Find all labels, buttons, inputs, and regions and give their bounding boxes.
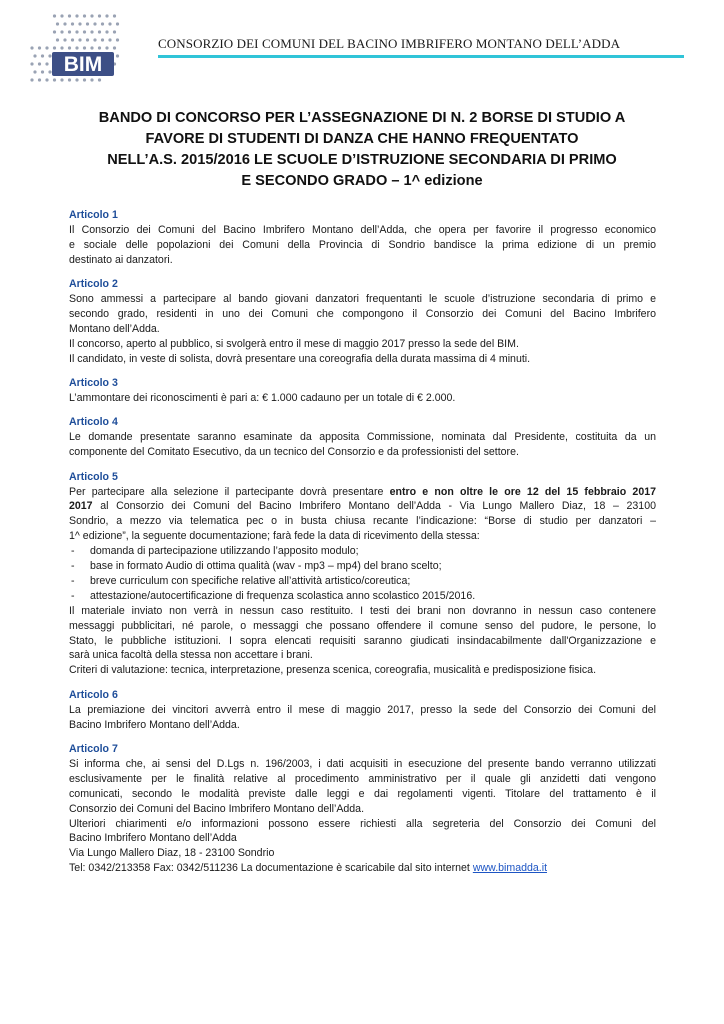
- contact-text: Tel: 0342/213358 Fax: 0342/511236 La documentazione è scaricabile dal sito internet: [69, 862, 473, 875]
- logo-dot: [75, 14, 78, 17]
- text-line: messaggi pubblicitari, né parole, o messaggi che possano offendere il comune senso del pudore, le persone, lo: [69, 619, 656, 632]
- logo-dot: [60, 78, 63, 81]
- logo-dot: [75, 78, 78, 81]
- list-dash: -: [71, 545, 75, 558]
- list-item-text: attestazione/autocertificazione di frequenza scolastica anno scolastico 2015/2016.: [90, 589, 476, 602]
- logo-dot: [38, 46, 41, 49]
- text-line: Stato, le pubbliche istituzioni. I sopra elencati requisiti saranno giudicati insindacabilmente dall'Organizzazione e: [69, 634, 656, 647]
- deadline-text: entro e non oltre le ore 12 del 15 febbraio 2017: [389, 485, 656, 498]
- text-line: Il materiale inviato non verrà in nessun caso restituito. I testi dei brani non dovranno in nessun caso contenere: [69, 604, 656, 617]
- logo-dot: [113, 14, 116, 17]
- title-line: BANDO DI CONCORSO PER L’ASSEGNAZIONE DI N. 2 BORSE DI STUDIO A: [98, 110, 626, 126]
- article-heading: Articolo 4: [69, 416, 118, 429]
- list-dash: -: [71, 574, 75, 587]
- text-line: Consorzio dei Comuni del Bacino Imbrifero Montano dell’Adda.: [69, 802, 365, 815]
- logo-dot: [105, 30, 108, 33]
- text-line: esclusivamente per le finalità relative al procedimento amministrativo per il quale gli anzidetti dati vengono: [69, 772, 656, 785]
- text-line: Montano dell’Adda.: [69, 322, 160, 335]
- text-line: [69, 499, 656, 514]
- text-line: Il Consorzio dei Comuni del Bacino Imbrifero Montano dell’Adda, che opera per favorire il progresso economico: [69, 223, 656, 236]
- logo-dot: [71, 38, 74, 41]
- article-heading: Articolo 7: [69, 743, 118, 755]
- text-line: comunicati, secondo le modalità previste dalle leggi e dai regolamenti vigenti. Titolare del trattamento è il: [69, 787, 656, 800]
- logo-dot: [56, 38, 59, 41]
- text-line: 1^ edizione”, la seguente documentazione; farà fede la data di ricevimento della stessa:: [69, 530, 480, 543]
- logo-dot: [60, 30, 63, 33]
- document-title: [60, 108, 664, 192]
- logo-dot: [41, 54, 44, 57]
- text-line: Via Lungo Mallero Diaz, 18 - 23100 Sondrio: [69, 847, 275, 860]
- logo-dot: [45, 46, 48, 49]
- logo-dot: [53, 14, 56, 17]
- title-line: NELL’A.S. 2015/2016 LE SCUOLE D’ISTRUZIONE SECONDARIA DI PRIMO: [107, 152, 617, 168]
- header-title: CONSORZIO DEI COMUNI DEL BACINO IMBRIFERO MONTANO DELL’ADDA: [158, 36, 621, 51]
- article-heading: Articolo 1: [69, 209, 118, 221]
- logo-dot: [83, 78, 86, 81]
- text-line: Bacino Imbrifero Montano dell’Adda.: [69, 718, 240, 731]
- logo-dot: [30, 46, 33, 49]
- article-4: [69, 415, 656, 460]
- logo-dot: [113, 30, 116, 33]
- article-text: [69, 430, 656, 460]
- logo-dot: [60, 46, 63, 49]
- article-heading: Articolo 2: [69, 278, 118, 291]
- title-line: FAVORE DI STUDENTI DI DANZA CHE HANNO FREQUENTATO: [145, 131, 579, 147]
- logo-dot: [98, 78, 101, 81]
- list-item: [69, 559, 656, 574]
- list-item: [69, 589, 656, 604]
- text-line: e sociale delle popolazioni dei Comuni della Provincia di Sondrio bandisce la prima edizione di un premio: [69, 238, 656, 251]
- article-5: [69, 470, 656, 679]
- logo-dot: [48, 54, 51, 57]
- logo-dot: [90, 78, 93, 81]
- logo-dot: [41, 70, 44, 73]
- logo-dot: [33, 54, 36, 57]
- text-line: componente del Comitato Esecutivo, da un tecnico del Consorzio e da professionisti del settore.: [69, 446, 519, 459]
- logo-dot: [108, 38, 111, 41]
- list-dash: -: [71, 560, 75, 573]
- logo-dot: [68, 46, 71, 49]
- article-text: [69, 757, 656, 876]
- logo-dot: [48, 70, 51, 73]
- logo-dot: [86, 38, 89, 41]
- logo-dot: [116, 22, 119, 25]
- requirements-list: [69, 544, 656, 604]
- logo-dot: [63, 22, 66, 25]
- logo-dot: [101, 22, 104, 25]
- logo-dot: [60, 14, 63, 17]
- article-text: [69, 485, 656, 545]
- logo-dot: [108, 22, 111, 25]
- logo-dot: [116, 54, 119, 57]
- logo-dot: [90, 30, 93, 33]
- logo-dot: [78, 22, 81, 25]
- text-line: [69, 485, 656, 500]
- text-line: Sono ammessi a partecipare al bando giovani danzatori frequentanti le scuole d’istruzione secondaria di primo e: [69, 293, 656, 306]
- deadline-year: 2017: [69, 500, 93, 513]
- text-line: Sondrio, a mezzo via telematica pec o in busta chiusa recante l’indicazione: “Borse di studio per danzatori –: [69, 515, 656, 528]
- logo-dot: [105, 46, 108, 49]
- text-line: sarà unica facoltà della stessa non accettare i brani.: [69, 649, 313, 662]
- article-text: [69, 223, 656, 268]
- text-line: Si informa che, ai sensi del D.Lgs n. 196/2003, i dati acquisiti in esecuzione del presente bando verranno utilizzati: [69, 757, 656, 770]
- logo-dot: [78, 38, 81, 41]
- list-item: [69, 574, 656, 589]
- logo-dot: [53, 78, 56, 81]
- logo-dot: [98, 14, 101, 17]
- text-line: Bacino Imbrifero Montano dell’Adda: [69, 832, 237, 845]
- logo-dot: [98, 46, 101, 49]
- logo-dot: [30, 78, 33, 81]
- logo-dot: [90, 46, 93, 49]
- logo-dot: [56, 22, 59, 25]
- text-line: destinato ai danzatori.: [69, 253, 173, 266]
- list-item-text: breve curriculum con specifiche relative all’attività artistico/coreutica;: [90, 574, 411, 587]
- logo-dot: [53, 30, 56, 33]
- logo-dot: [83, 46, 86, 49]
- article-heading: Articolo 6: [69, 688, 118, 701]
- text-line: Il concorso, aperto al pubblico, si svolgerà entro il mese di maggio 2017 presso la sede del BIM.: [69, 337, 519, 350]
- article-7: [69, 742, 656, 876]
- logo-dot: [105, 14, 108, 17]
- page-header: [0, 0, 724, 96]
- logo-dot: [38, 78, 41, 81]
- list-item-text: base in formato Audio di ottima qualità (wav - mp3 – mp4) del brano scelto;: [90, 560, 442, 573]
- article-text: [69, 703, 656, 733]
- logo-dot: [30, 62, 33, 65]
- text-segment: Per partecipare alla selezione il partecipante dovrà presentare: [69, 485, 390, 498]
- logo-dot: [53, 46, 56, 49]
- logo-text: BIM: [63, 53, 103, 76]
- logo-dot: [38, 62, 41, 65]
- list-dash: -: [71, 589, 75, 602]
- logo-dot: [86, 22, 89, 25]
- contact-line: [69, 861, 656, 876]
- text-segment: al Consorzio dei Comuni del Bacino Imbrifero Montano dell’Adda - Via Lungo Mallero Diaz, 18 – 23100: [92, 500, 656, 513]
- logo-dot: [90, 14, 93, 17]
- document-body: [69, 208, 656, 886]
- list-item: [69, 544, 656, 559]
- logo-dot: [71, 22, 74, 25]
- logo-dot: [98, 30, 101, 33]
- logo-dot: [83, 14, 86, 17]
- article-1: [69, 208, 656, 268]
- list-item-text: domanda di partecipazione utilizzando l’apposito modulo;: [90, 545, 359, 558]
- article-text: [69, 391, 656, 406]
- website-link[interactable]: www.bimadda.it: [472, 862, 548, 875]
- text-line: Ulteriori chiarimenti e/o informazioni possono essere richiesti alla segreteria del Consorzio dei Comuni del: [69, 817, 656, 830]
- text-line: L’ammontare dei riconoscimenti è pari a: € 1.000 cadauno per un totale di € 2.000.: [69, 391, 456, 404]
- article-2: [69, 277, 656, 366]
- logo-dot: [101, 38, 104, 41]
- logo-dot: [75, 46, 78, 49]
- text-line: Il candidato, in veste di solista, dovrà presentare una coreografia della durata massima di 4 minuti.: [69, 352, 531, 365]
- logo-dot: [68, 78, 71, 81]
- logo-dot: [113, 46, 116, 49]
- text-line: La premiazione dei vincitori avverrà entro il mese di maggio 2017, presso la sede del Consorzio dei Comuni del: [69, 703, 656, 716]
- logo-dot: [83, 30, 86, 33]
- logo-dot: [63, 38, 66, 41]
- bim-logo: [26, 12, 126, 94]
- text-line: Le domande presentate saranno esaminate da apposita Commissione, nominata dal Presidente, costituita da un: [69, 431, 656, 444]
- logo-dot: [33, 70, 36, 73]
- header-divider: [158, 55, 684, 58]
- logo-dot: [68, 14, 71, 17]
- article-text: [69, 604, 656, 679]
- title-line: E SECONDO GRADO – 1^ edizione: [241, 173, 483, 189]
- logo-dot: [45, 62, 48, 65]
- logo-dot: [116, 38, 119, 41]
- article-text: [69, 292, 656, 367]
- logo-dot: [68, 30, 71, 33]
- logo-dot: [45, 78, 48, 81]
- logo-dot: [93, 38, 96, 41]
- article-3: [69, 376, 656, 406]
- text-line: secondo grado, residenti in uno dei Comuni che compongono il Consorzio dei Comuni del Bacino Imbrifero: [69, 307, 656, 320]
- article-heading: Articolo 3: [69, 377, 118, 390]
- logo-dot: [75, 30, 78, 33]
- article-6: [69, 688, 656, 733]
- article-heading: Articolo 5: [69, 470, 118, 483]
- logo-dot: [93, 22, 96, 25]
- text-line: Criteri di valutazione: tecnica, interpretazione, presenza scenica, coreografia, musicalità e predisposizione fisica.: [69, 664, 597, 677]
